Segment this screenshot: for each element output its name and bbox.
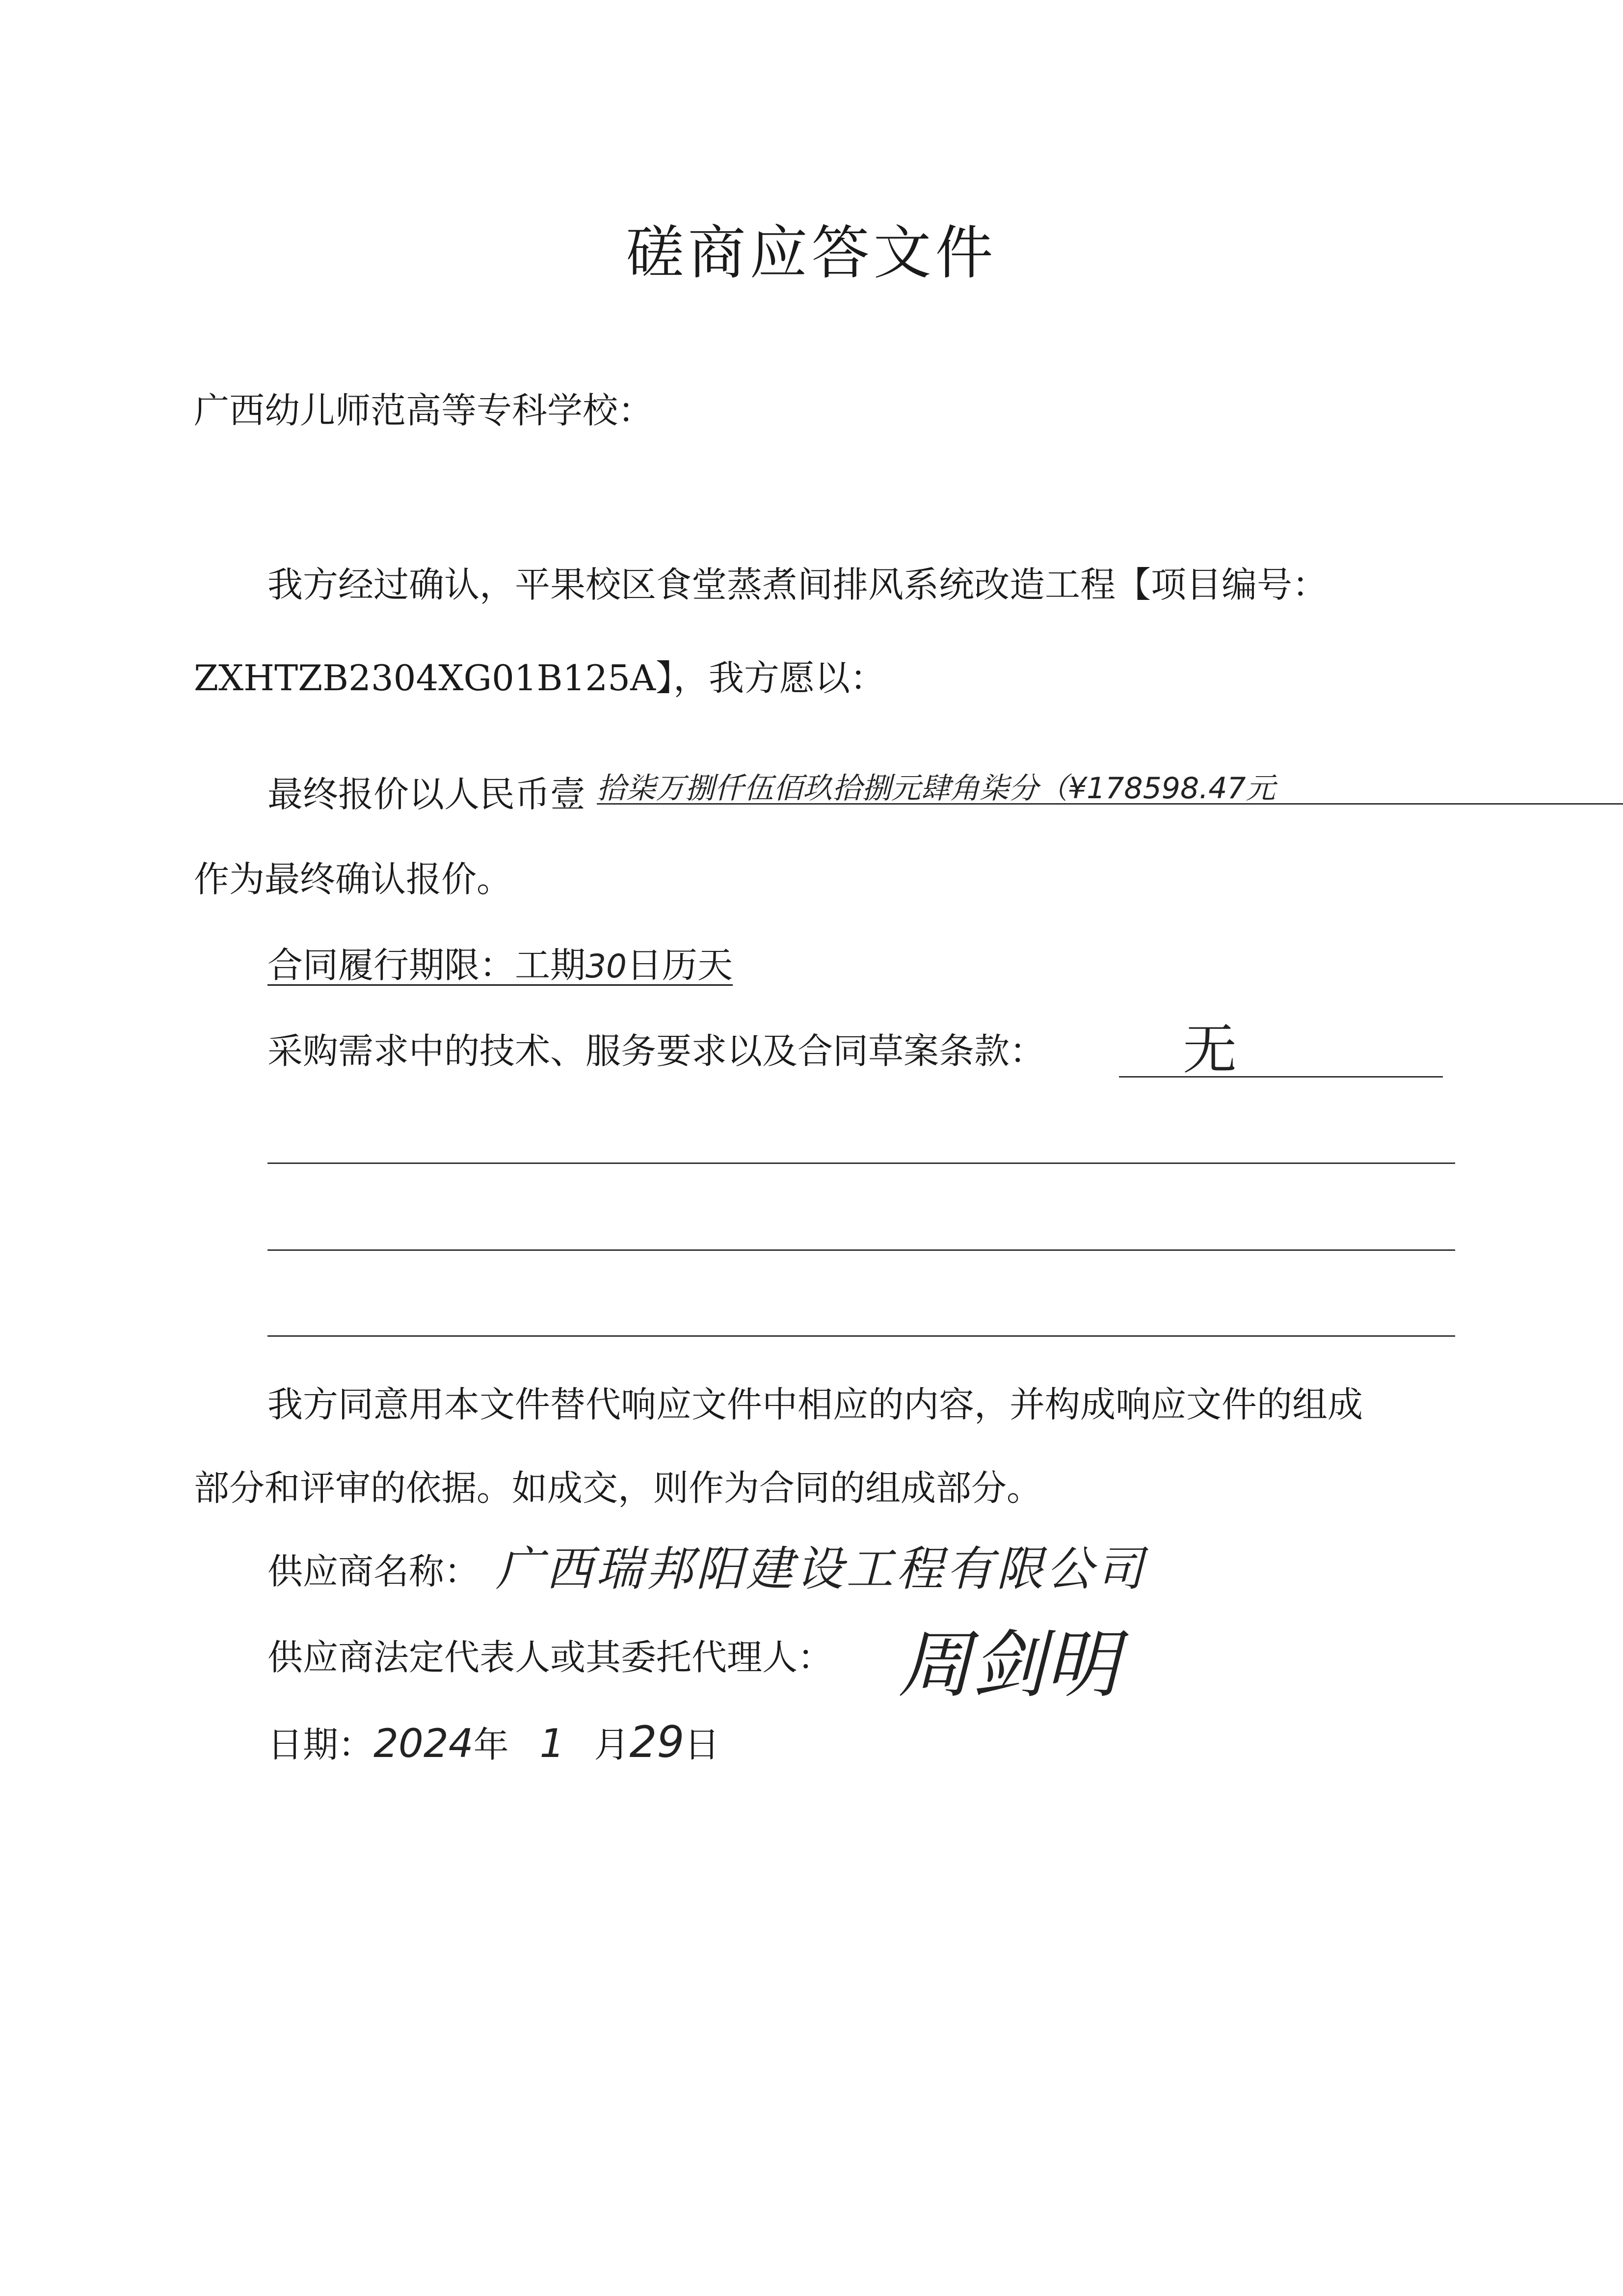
supplier-name-line <box>267 1551 480 1592</box>
blank-line-1 <box>267 1162 1455 1164</box>
paragraph-1-continued: ZXHTZB2304XG01B125A】，我方愿以： <box>194 657 885 699</box>
price-line <box>267 774 1623 815</box>
addressee: 广西幼儿师范高等专科学校： <box>194 390 654 431</box>
requirements-line <box>267 1030 1045 1072</box>
price-continued: 作为最终确认报价。 <box>194 859 512 900</box>
supplier-name-label: 供应商名称： <box>267 1551 480 1592</box>
date-month-unit: 月 <box>594 1724 630 1765</box>
requirements-label: 采购需求中的技术、服务要求以及合同草案条款： <box>267 1030 1045 1072</box>
supplier-name-signature: 广西瑞邦阳建设工程有限公司 <box>496 1541 1146 1596</box>
representative-line <box>267 1637 833 1678</box>
date-year: 2024 <box>373 1721 474 1766</box>
date-day: 29 <box>629 1717 685 1767</box>
contract-period <box>267 945 733 986</box>
date-day-unit: 日 <box>684 1724 720 1765</box>
requirements-blank-line <box>1119 1076 1443 1078</box>
handwritten-price: 拾柒万捌仟伍佰玖拾捌元肆角柒分（¥178598.47元 <box>597 774 1623 805</box>
date-month: 1 <box>539 1721 565 1766</box>
contract-period-days: 30 <box>585 947 627 985</box>
contract-period-label: 合同履行期限：工期 <box>267 945 586 986</box>
representative-label: 供应商法定代表人或其委托代理人： <box>267 1637 833 1678</box>
date-year-unit: 年 <box>473 1724 509 1765</box>
blank-line-3 <box>267 1335 1455 1337</box>
paragraph-3: 我方同意用本文件替代响应文件中相应的内容，并构成响应文件的组成 <box>267 1384 1363 1425</box>
date-line <box>267 1717 720 1767</box>
document-title: 磋商应答文件 <box>626 219 997 287</box>
requirements-handwritten: 无 <box>1183 1018 1237 1081</box>
paragraph-1: 我方经过确认，平果校区食堂蒸煮间排风系统改造工程【项目编号： <box>267 564 1328 605</box>
date-label: 日期： <box>267 1724 374 1765</box>
price-label: 最终报价以人民币壹 <box>267 774 586 815</box>
contract-period-suffix: 日历天 <box>627 945 733 986</box>
paragraph-3-continued: 部分和评审的依据。如成交，则作为合同的组成部分。 <box>194 1467 1042 1509</box>
blank-line-2 <box>267 1249 1455 1251</box>
representative-signature: 周剑明 <box>898 1622 1119 1708</box>
